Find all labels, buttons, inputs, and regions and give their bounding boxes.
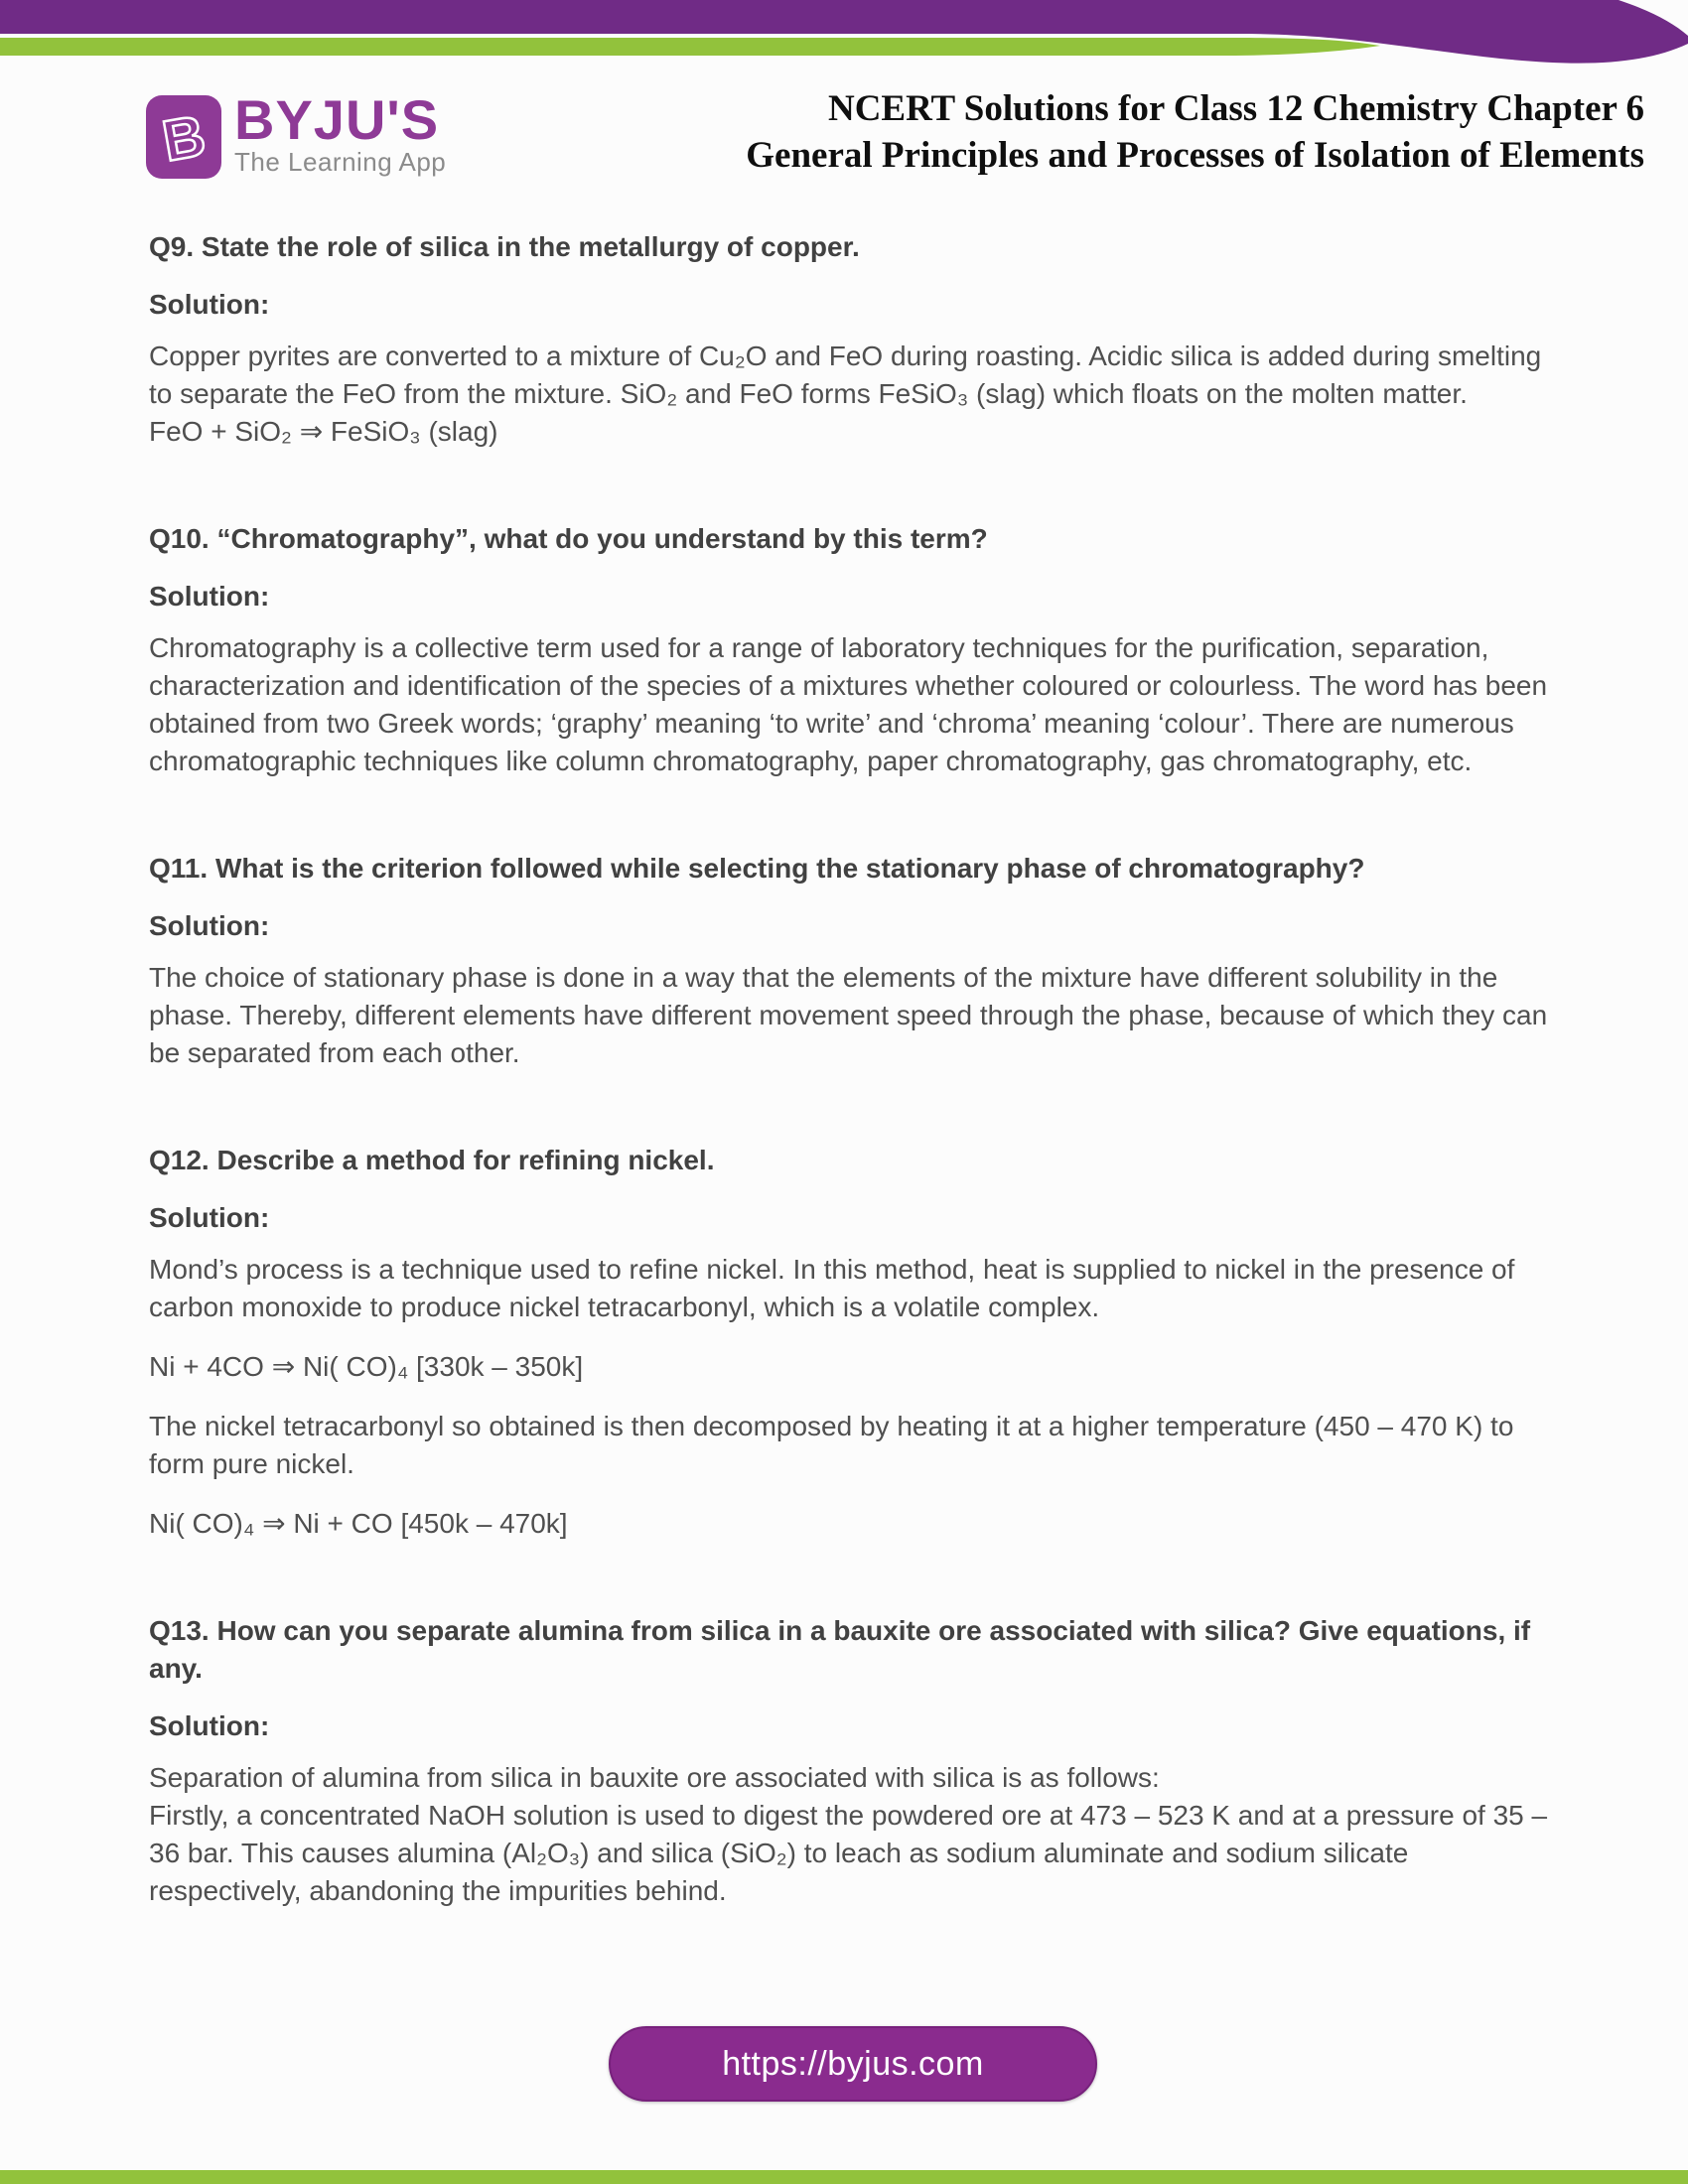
logo-text bbox=[234, 88, 447, 177]
solution-label: Solution: bbox=[149, 910, 270, 941]
svg-text:B: B bbox=[157, 102, 211, 175]
solution-paragraph: Firstly, a concentrated NaOH solution is used to digest the powdered ore at 473 – 523 K and at a pressure of 35 – 36 bar. This causes alumina (Al₂O₃) and silica (SiO₂) to leach as sodium aluminate and sodium silicate respectively, abandoning the impurities behind. bbox=[149, 1800, 1548, 1906]
logo-tagline: The Learning App bbox=[234, 147, 447, 177]
solution-paragraph: The choice of stationary phase is done in a way that the elements of the mixture have different solubility in the phase. Thereby, different elements have different movement speed through the phase, because of which they can be separated from each other. bbox=[149, 962, 1548, 1068]
solution-paragraph: Separation of alumina from silica in bauxite ore associated with silica is as follows: bbox=[149, 1762, 1160, 1793]
question-heading: Q12. Describe a method for refining nickel. bbox=[149, 1145, 715, 1175]
solutions-content bbox=[149, 228, 1551, 1910]
byjus-logo bbox=[145, 88, 447, 180]
question-block-q12 bbox=[149, 1142, 1551, 1543]
question-block-q13 bbox=[149, 1612, 1551, 1910]
question-block-q10 bbox=[149, 520, 1551, 780]
solution-label: Solution: bbox=[149, 1202, 270, 1233]
chemical-equation: Ni( CO)₄ ⇒ Ni + CO [450k – 470k] bbox=[149, 1508, 568, 1539]
question-heading: Q13. How can you separate alumina from silica in a bauxite ore associated with silica? Give equations, if any. bbox=[149, 1615, 1531, 1684]
question-heading: Q10. “Chromatography”, what do you understand by this term? bbox=[149, 523, 988, 554]
solution-paragraph: Copper pyrites are converted to a mixture of Cu₂O and FeO during roasting. Acidic silica is added during smelting to separate the FeO from the mixture. SiO₂ and FeO forms FeSiO₃ (slag) which floats on the molten matter. bbox=[149, 341, 1542, 409]
header-green-band bbox=[0, 38, 1380, 56]
solution-label: Solution: bbox=[149, 289, 270, 320]
footer-url-link[interactable]: https://byjus.com bbox=[722, 2044, 984, 2083]
solution-label: Solution: bbox=[149, 581, 270, 612]
solution-label: Solution: bbox=[149, 1710, 270, 1741]
byjus-b-icon bbox=[145, 92, 222, 180]
question-block-q9 bbox=[149, 228, 1551, 451]
solution-paragraph: Mond’s process is a technique used to refine nickel. In this method, heat is supplied to nickel in the presence of carbon monoxide to produce nickel tetracarbonyl, which is a volatile complex. bbox=[149, 1254, 1515, 1322]
solution-paragraph: Chromatography is a collective term used for a range of laboratory techniques for the purification, separation, characterization and identification of the species of a mixtures whether coloured or colourless. The word has been obtained from two Greek words; ‘graphy’ meaning ‘to write’ and ‘chroma’ meaning ‘colour’. There are numerous chromatographic techniques like column chromatography, paper chromatography, gas chromatography, etc. bbox=[149, 632, 1548, 776]
page-title-line1: NCERT Solutions for Class 12 Chemistry Chapter 6 bbox=[827, 88, 1644, 129]
footer-url-pill[interactable] bbox=[609, 2026, 1097, 2102]
question-block-q11 bbox=[149, 850, 1551, 1072]
logo-brand: BYJU'S bbox=[234, 88, 440, 151]
page-title bbox=[746, 85, 1644, 179]
question-heading: Q9. State the role of silica in the metallurgy of copper. bbox=[149, 231, 860, 262]
page-title-line2: General Principles and Processes of Isolation of Elements bbox=[746, 135, 1644, 176]
question-heading: Q11. What is the criterion followed while selecting the stationary phase of chromatography? bbox=[149, 853, 1365, 884]
chemical-equation: Ni + 4CO ⇒ Ni( CO)₄ [330k – 350k] bbox=[149, 1351, 584, 1382]
chemical-equation: FeO + SiO₂ ⇒ FeSiO₃ (slag) bbox=[149, 416, 498, 447]
solution-paragraph: The nickel tetracarbonyl so obtained is then decomposed by heating it at a higher temperature (450 – 470 K) to form pure nickel. bbox=[149, 1411, 1514, 1479]
bottom-green-bar bbox=[0, 2170, 1688, 2184]
